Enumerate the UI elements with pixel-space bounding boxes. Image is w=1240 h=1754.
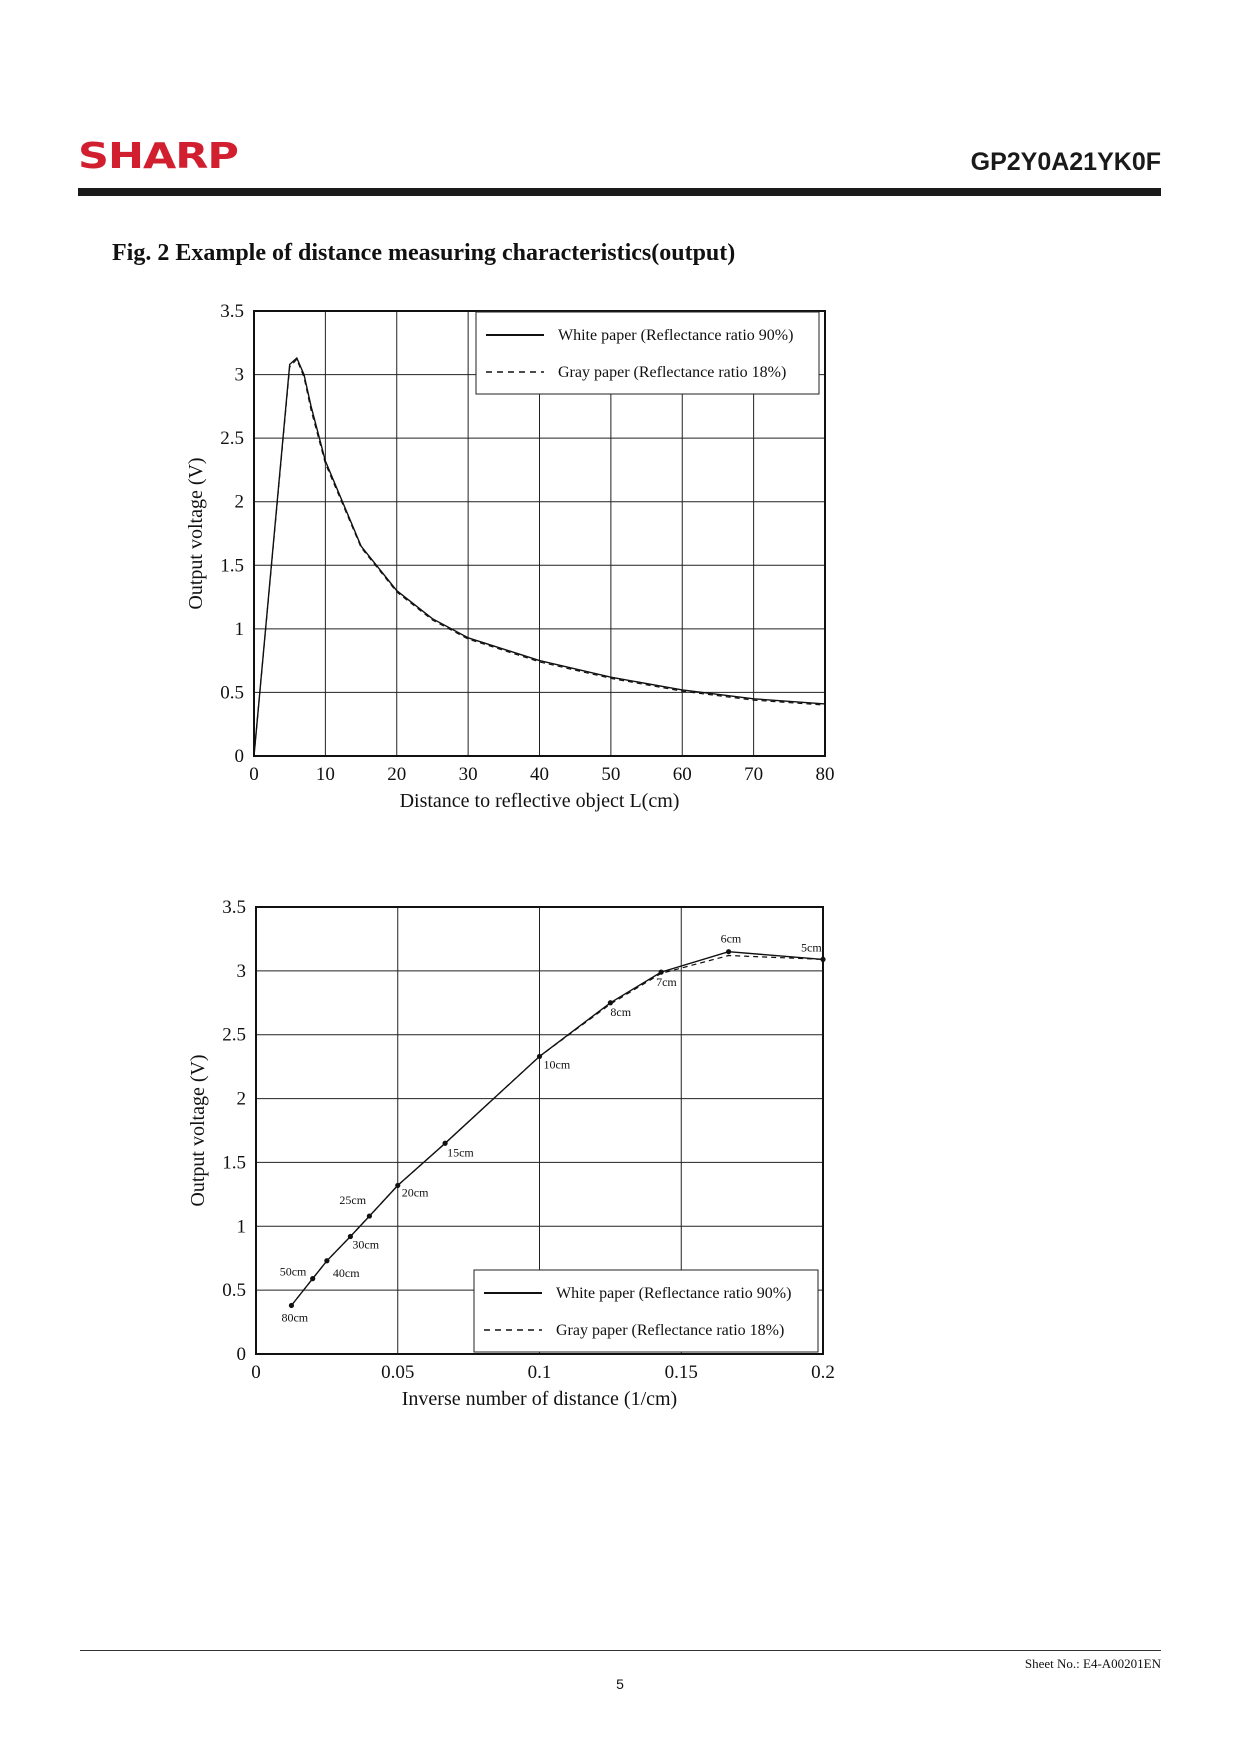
figure-title: Fig. 2 Example of distance measuring characteristics(output) [112,240,736,266]
data-point [395,1183,400,1188]
data-point [537,1054,542,1059]
x-tick-label: 40 [530,764,549,785]
data-point-label: 6cm [720,931,742,946]
y-axis-title: Output voltage (V) [187,1054,209,1207]
series-line-gray-paper [291,956,823,1306]
legend-box [474,1270,818,1352]
x-tick-label: 20 [387,764,407,785]
y-tick-label: 0.5 [222,1280,246,1302]
data-point-label: 50cm [279,1264,307,1279]
x-tick-label: 0.2 [811,1362,835,1383]
y-tick-label: 2 [236,1088,246,1110]
chart-distance-vs-voltage [0,290,1240,830]
data-point-label: 20cm [401,1185,429,1200]
y-tick-label: 1.5 [220,555,244,577]
data-point-label: 10cm [543,1057,571,1072]
y-tick-label: 3 [236,960,246,982]
y-tick-label: 3.5 [220,301,244,322]
y-tick-label: 0.5 [220,682,244,704]
y-tick-label: 2.5 [220,428,244,450]
legend-label: Gray paper (Reflectance ratio 18%) [556,1322,785,1339]
data-point-label: 15cm [447,1145,474,1160]
x-tick-label: 0.05 [381,1362,415,1383]
data-point-label: 40cm [332,1265,360,1280]
footer-rule [80,1650,1161,1651]
y-axis-title: Output voltage (V) [185,457,207,610]
data-point [367,1213,372,1218]
data-point [324,1258,329,1263]
x-tick-label: 10 [315,764,335,785]
x-tick-label: 80 [815,764,835,785]
data-point [726,949,731,954]
legend-label: White paper (Reflectance ratio 90%) [558,327,794,344]
x-tick-label: 50 [601,764,621,785]
y-tick-label: 1 [234,618,244,640]
data-point-label: 5cm [801,940,822,955]
data-point-label: 30cm [352,1237,380,1252]
y-tick-label: 2.5 [222,1024,246,1046]
x-axis-title: Inverse number of distance (1/cm) [401,1388,678,1410]
data-point-label: 25cm [339,1193,367,1208]
x-tick-label: 0.15 [664,1362,698,1383]
x-axis-title: Distance to reflective object L(cm) [399,790,680,812]
data-point [820,957,825,962]
y-tick-label: 2 [234,491,244,513]
x-tick-label: 0 [249,764,259,785]
x-tick-label: 70 [744,764,764,785]
data-point [659,970,664,975]
legend-label: White paper (Reflectance ratio 90%) [556,1285,792,1302]
data-point-label: 7cm [656,975,677,990]
legend-box [476,312,819,394]
legend-label: Gray paper (Reflectance ratio 18%) [558,364,787,381]
y-tick-label: 1.5 [222,1152,246,1174]
header-rule [78,188,1161,196]
sharp-logo: SHARP [78,136,238,177]
y-tick-label: 0 [236,1344,246,1365]
x-tick-label: 0 [251,1362,261,1383]
y-tick-label: 0 [234,746,244,767]
x-tick-label: 0.1 [527,1362,552,1383]
chart-inverse-distance-vs-voltage [0,890,1240,1430]
y-tick-label: 3 [234,364,244,386]
data-point [310,1276,315,1281]
series-line-white-paper [291,952,823,1306]
x-tick-label: 60 [672,764,692,785]
y-tick-label: 3.5 [222,897,246,918]
x-tick-label: 30 [458,764,478,785]
sheet-number: Sheet No.: E4-A00201EN [1024,1656,1161,1671]
page-number: 5 [616,1676,624,1692]
data-point-label: 80cm [281,1310,309,1325]
part-number: GP2Y0A21YK0F [970,148,1161,176]
y-tick-label: 1 [236,1216,246,1238]
data-point-label: 8cm [610,1004,632,1019]
data-point [289,1303,294,1308]
